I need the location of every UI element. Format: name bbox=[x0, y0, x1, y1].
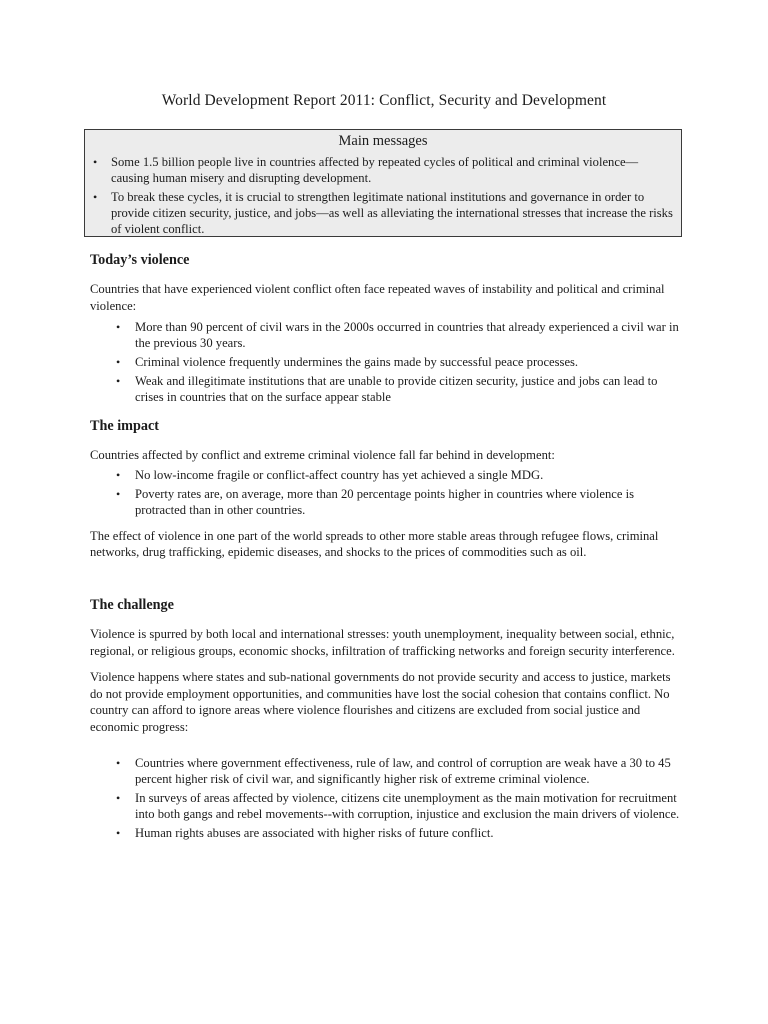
section-heading: The impact bbox=[90, 418, 159, 434]
list-item-text: Countries where government effectiveness, rule of law, and control of corruption are weak have a 30 to 45 percent higher risk of civil war, and significantly higher risk of extreme criminal violence. bbox=[135, 756, 671, 786]
list-item bbox=[93, 154, 673, 186]
list-item-text: Some 1.5 billion people live in countries affected by repeated cycles of political and criminal violence—causing human misery and disrupting development. bbox=[111, 155, 639, 185]
list-item-text: Criminal violence frequently undermines the gains made by successful peace processes. bbox=[135, 355, 579, 369]
list-item-text: Human rights abuses are associated with higher risks of future conflict. bbox=[135, 826, 494, 840]
bullet-icon: • bbox=[116, 374, 121, 388]
main-messages-list bbox=[93, 154, 673, 237]
list-item-text: Poverty rates are, on average, more than 20 percentage points higher in countries where violence is protracted than in other countries. bbox=[135, 486, 635, 517]
section-challenge bbox=[90, 596, 680, 844]
list-item bbox=[116, 755, 680, 787]
section-intro: Countries affected by conflict and extreme criminal violence fall far behind in development: bbox=[90, 448, 555, 462]
section-paragraph: The effect of violence in one part of the world spreads to other more stable areas through refugee flows, criminal networks, drug trafficking, epidemic diseases, and shocks to the prices of commodities such as oil. bbox=[90, 528, 659, 559]
section-impact bbox=[90, 417, 680, 561]
list-item bbox=[116, 825, 680, 841]
bullet-icon: • bbox=[116, 355, 121, 369]
bullet-icon: • bbox=[116, 467, 121, 482]
bullet-icon: • bbox=[93, 155, 98, 169]
list-item bbox=[116, 790, 680, 822]
list-item bbox=[116, 467, 680, 483]
section-heading: Today’s violence bbox=[90, 252, 190, 268]
list-item-text: Weak and illegitimate institutions that are unable to provide citizen security, justice and jobs can lead to crises in countries that on the surface appear stable bbox=[135, 374, 658, 404]
main-messages-box bbox=[84, 129, 682, 237]
page-title: World Development Report 2011: Conflict, Security and Development bbox=[161, 92, 607, 109]
list-item bbox=[93, 189, 673, 237]
list-item-text: More than 90 percent of civil wars in the 2000s occurred in countries that already experienced a civil war in the previous 30 years. bbox=[135, 320, 679, 350]
bullet-list bbox=[116, 467, 680, 518]
list-item bbox=[116, 319, 680, 351]
bullet-list bbox=[116, 319, 680, 405]
bullet-icon: • bbox=[116, 756, 121, 770]
list-item-text: In surveys of areas affected by violence, citizens cite unemployment as the main motivation for recruitment into both gangs and rebel movements--with corruption, injustice and exclusion the main drivers of violence. bbox=[135, 791, 680, 821]
bullet-icon: • bbox=[116, 791, 121, 805]
list-item bbox=[116, 486, 680, 518]
section-intro: Countries that have experienced violent conflict often face repeated waves of instability and political and criminal violence: bbox=[90, 282, 665, 313]
section-paragraph: Violence happens where states and sub-national governments do not provide security and access to justice, markets do not provide employment opportunities, and communities have lost the social cohesion that contains conflict. No country can afford to ignore areas where violence flourishes and citizens are excluded from social justice and economic progress: bbox=[90, 670, 671, 734]
list-item bbox=[116, 373, 680, 405]
section-todays-violence bbox=[90, 251, 680, 408]
bullet-list bbox=[116, 755, 680, 841]
bullet-icon: • bbox=[116, 320, 121, 334]
bullet-icon: • bbox=[116, 826, 121, 840]
bullet-icon: • bbox=[93, 190, 98, 204]
list-item bbox=[116, 354, 680, 370]
bullet-icon: • bbox=[116, 486, 121, 501]
section-heading: The challenge bbox=[90, 597, 174, 613]
section-paragraph: Violence is spurred by both local and international stresses: youth unemployment, inequality between social, ethnic, regional, or religious groups, economic shocks, infiltration of trafficking networks and foreign security interference. bbox=[90, 627, 675, 658]
list-item-text: No low-income fragile or conflict-affect country has yet achieved a single MDG. bbox=[135, 467, 544, 482]
list-item-text: To break these cycles, it is crucial to strengthen legitimate national institutions and governance in order to provide citizen security, justice, and jobs—as well as alleviating the international stresses that increase the risks of violent conflict. bbox=[111, 190, 673, 236]
main-messages-title: Main messages bbox=[338, 133, 428, 149]
